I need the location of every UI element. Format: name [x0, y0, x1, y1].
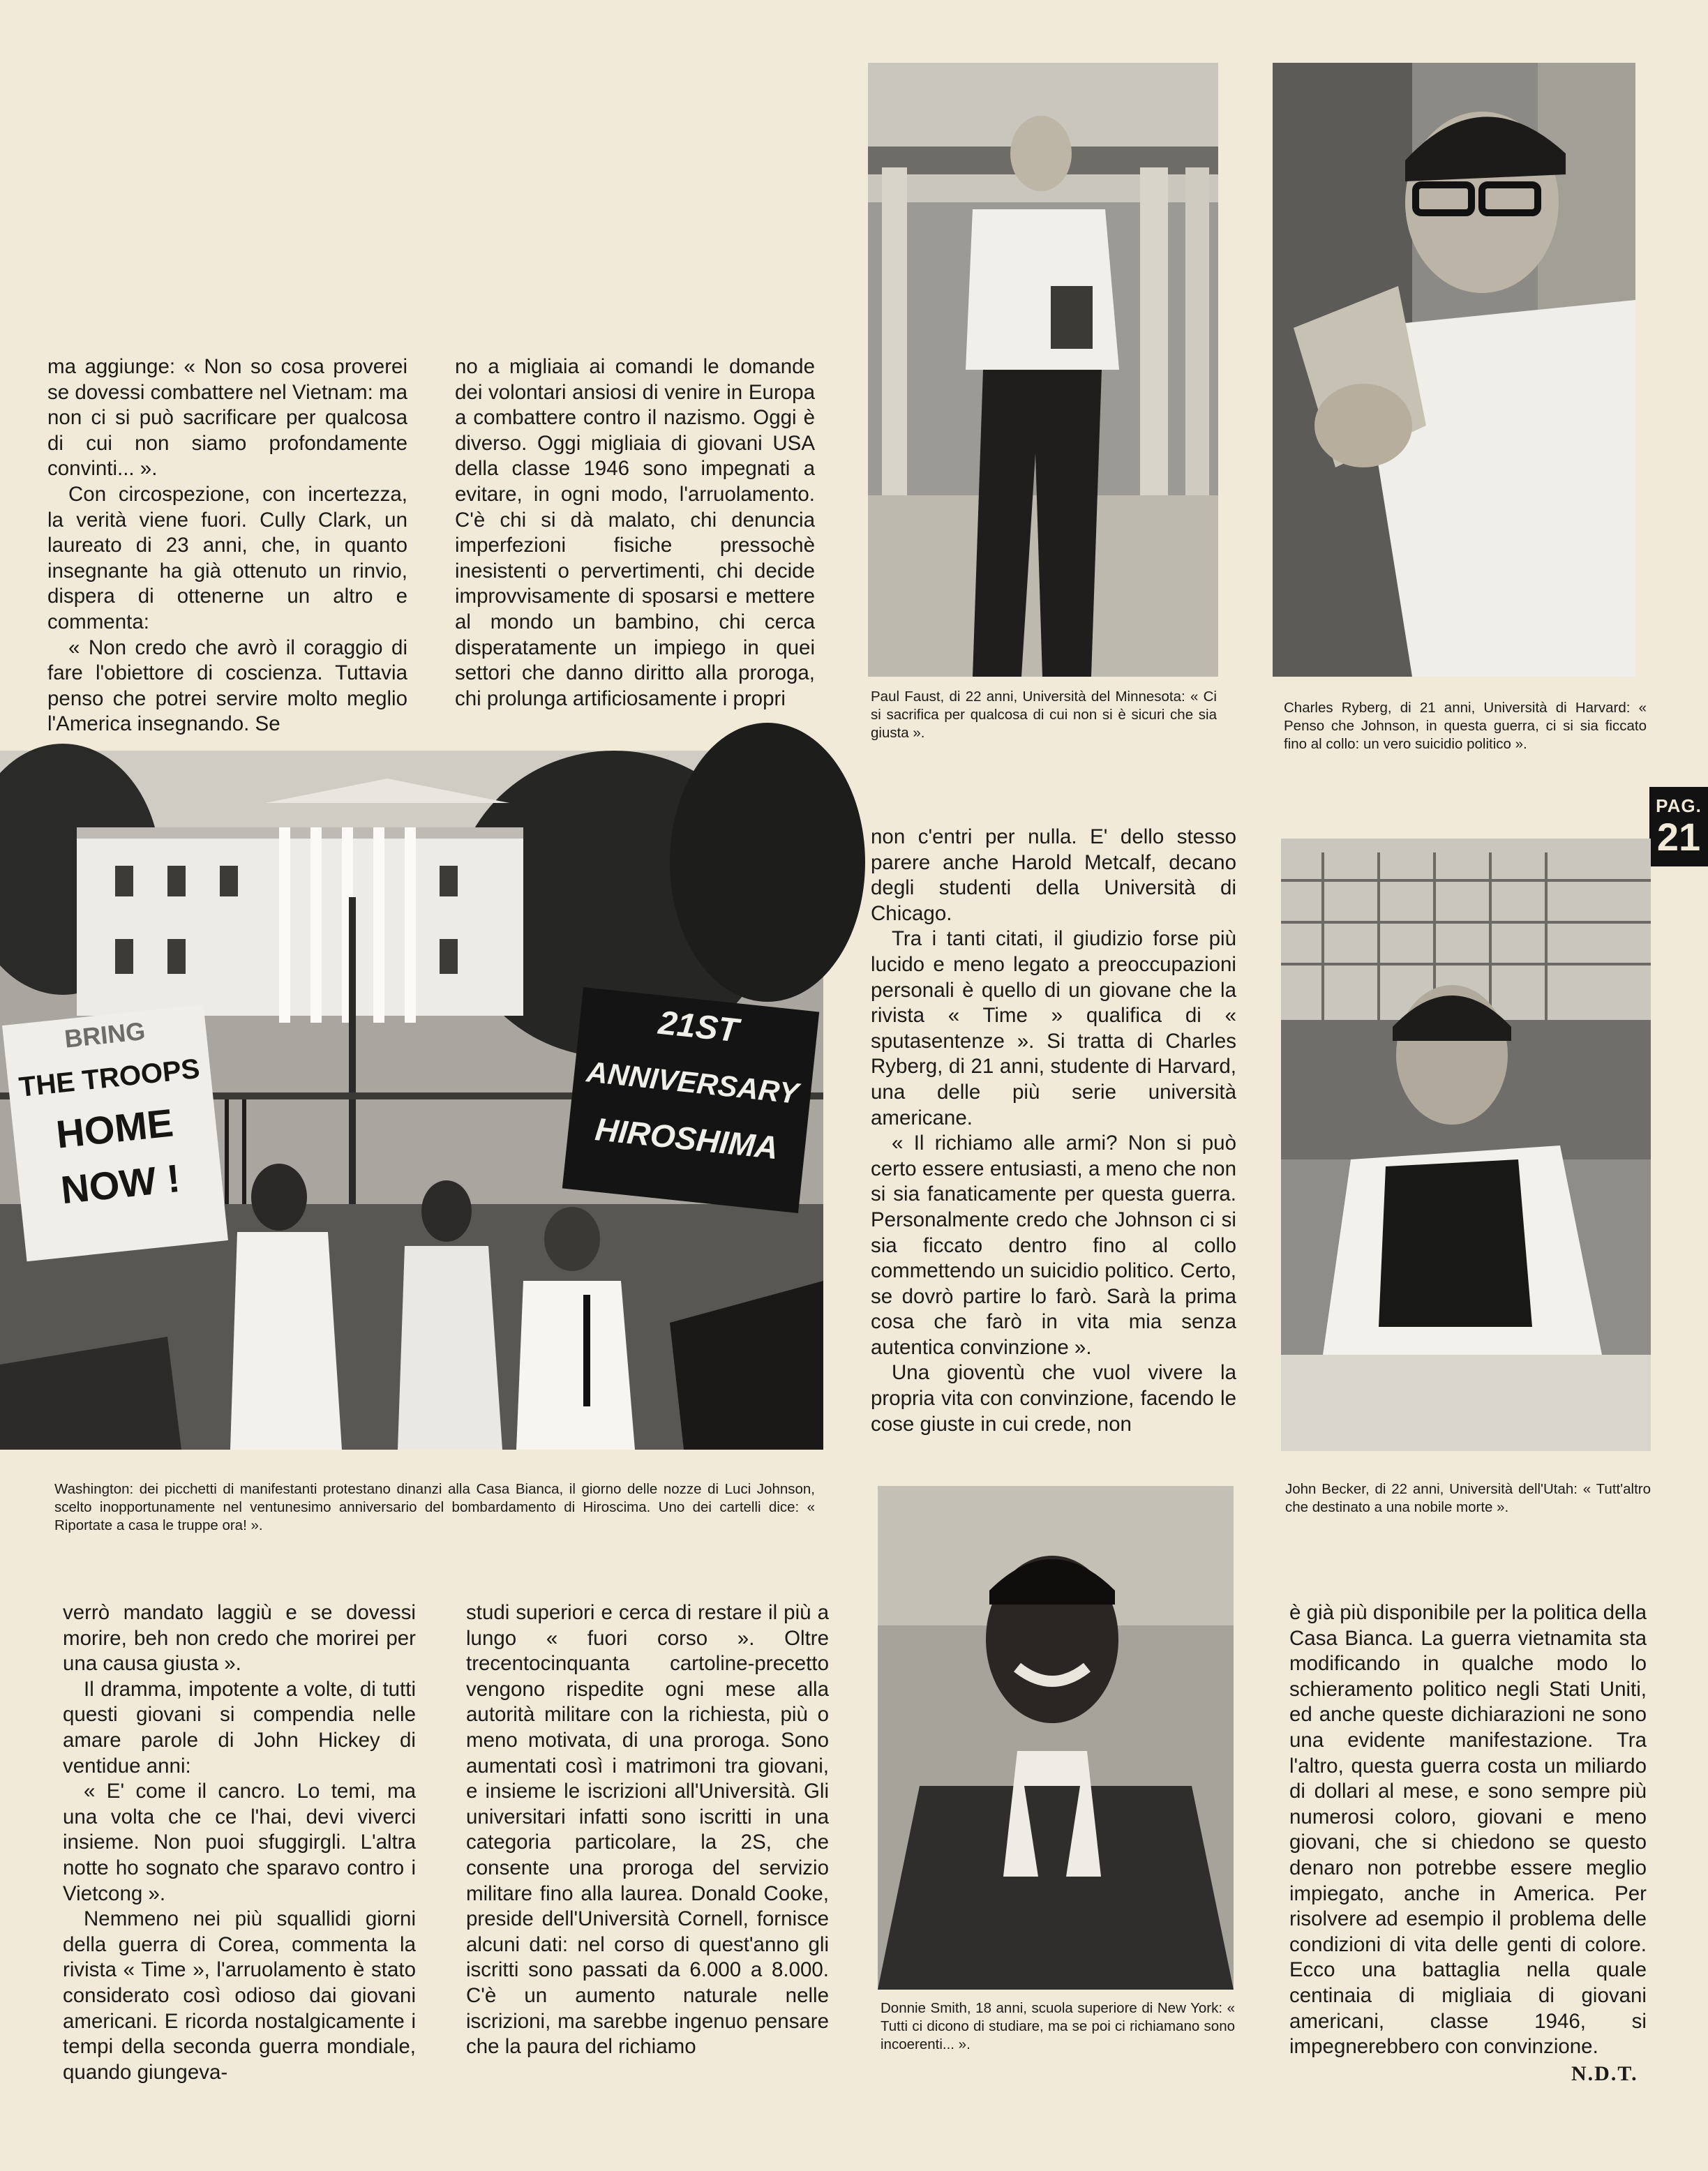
sign-line: THE TROOPS: [17, 1053, 202, 1103]
sign-line: NOW !: [59, 1155, 183, 1212]
paragraph: Nemmeno nei più squallidi giorni della guerra di Corea, commenta la rivista « Time », l'arruolamento è stato considerato così odioso dai giovani americani. E ricorda nostalgicamente i tempi della seconda guerra mondiale, quando giungeva-: [63, 1907, 416, 2084]
caption-charles-ryberg: Charles Ryberg, di 21 anni, Università di Harvard: « Penso che Johnson, in questa guerra, ci si sia ficcato fino al collo: un vero suicidio politico ».: [1284, 700, 1647, 752]
column-1-top: [47, 354, 407, 738]
sign-line: HIROSHIMA: [593, 1111, 780, 1166]
sign-line: HOME: [54, 1100, 176, 1157]
column-2-bottom: [466, 1600, 829, 2061]
caption-washington: Washington: dei picchetti di manifestanti protestano dinanzi alla Casa Bianca, il giorno delle nozze di Luci Johnson, scelto inopportunamente nel ventunesimo anniversario del bombardamento di Hiroscima. Uno dei cartelli dice: « Riportate a casa le truppe ora! ».: [54, 1481, 815, 1533]
paragraph: « E' come il cancro. Lo temi, ma una volta che ce l'hai, devi viverci insieme. Non puoi sfuggirgli. L'altra notte ho sognato che sparavo contro i Vietcong ».: [63, 1780, 416, 1905]
photo-paul-faust: [868, 63, 1218, 677]
page-label: PAG.: [1656, 795, 1702, 816]
column-4-bottom: [1289, 1600, 1647, 2057]
sign-line: 21ST: [657, 1004, 740, 1050]
paragraph: Tra i tanti citati, il giudizio forse più lucido e meno legato a preoccupazioni personali è quello di un giovane che la rivista « Time » qualifica di « sputasentenze ». Si tratta di Charles Ryberg, di 21 anni, studente di Harvard, una delle più serie università americane.: [871, 927, 1236, 1129]
sign-line: ANNIVERSARY: [585, 1055, 800, 1110]
paragraph: Una gioventù che vuol vivere la propria vita con convinzione, facendo le cose giuste in cui crede, non: [871, 1361, 1236, 1436]
protest-sign-left: [2, 1005, 228, 1261]
caption-donnie-smith: Donnie Smith, 18 anni, scuola superiore di New York: « Tutti ci dicono di studiare, ma se poi ci richiamano sono incoerenti... ».: [881, 2000, 1235, 2052]
paragraph: Il dramma, impotente a volte, di tutti questi giovani si compendia nelle amare parole di John Hickey di ventidue anni:: [63, 1677, 416, 1778]
paragraph: è già più disponibile per la politica della Casa Bianca. La guerra vietnamita sta modificando in qualche modo lo schieramento politico negli Stati Uniti, ed anche queste dichiarazioni ne sono una evidente manifestazione. Tra l'altro, questa guerra costa un miliardo di dollari al mese, e sono sempre più numerosi coloro, giovani e meno giovani, che si chiedono se questo denaro non potrebbe essere meglio impiegato, anche in America. Per risolvere ad esempio il problema delle condizioni di vita delle genti di colore. Ecco una battaglia nella quale centinaia di migliaia di giovani americani, classe 1946, si impegnerebbero con convinzione.: [1289, 1601, 1647, 2059]
paragraph: « Il richiamo alle armi? Non si può certo essere entusiasti, a meno che non si sia fanaticamente per questa guerra. Personalmente credo che Johnson ci si sia ficcato dentro fino al collo commettendo un suicidio politico. Certo, se dovrò partire lo farò. Sarà la prima cosa che farò in vita mia senza autentica convinzione ».: [871, 1132, 1236, 1359]
photo-charles-ryberg: [1273, 63, 1635, 677]
column-3-middle: [871, 825, 1236, 1457]
caption-paul-faust: Paul Faust, di 22 anni, Università del Minnesota: « Ci si sacrifica per qualcosa di cui non si è sicuri che sia giusta ».: [871, 689, 1217, 741]
page-number-tab: [1649, 787, 1708, 866]
author-signature: N.D.T.: [1571, 2062, 1638, 2085]
photo-washington-protest: [0, 751, 823, 1450]
column-1-bottom: [63, 1600, 416, 2084]
page-number: 21: [1656, 815, 1701, 859]
sign-line: BRING: [63, 1016, 147, 1053]
paragraph: Con circospezione, con incertezza, la verità viene fuori. Cully Clark, un laureato di 23 anni, che, in quanto insegnante ha già ottenuto un rinvio, dispera di ottenerne un altro e commenta:: [47, 482, 407, 633]
paragraph: non c'entri per nulla. E' dello stesso parere anche Harold Metcalf, decano degli studenti della Università di Chicago.: [871, 825, 1236, 925]
protest-sign-right: [562, 987, 819, 1213]
column-2-top: [455, 354, 815, 738]
paragraph: ma aggiunge: « Non so cosa proverei se dovessi combattere nel Vietnam: ma non ci si può sacrificare per qualcosa di cui non siamo profondamente convinti... ».: [47, 355, 407, 481]
paragraph: no a migliaia ai comandi le domande dei volontari ansiosi di venire in Europa a combattere contro il nazismo. Oggi è diverso. Oggi migliaia di giovani USA della classe 1946 sono impegnati a evitare, in ogni modo, l'arruolamento. C'è chi si dà malato, chi denuncia imperfezioni fisiche pressochè inesistenti o pervertimenti, chi decide improvvisamente di sposarsi e mettere al mondo un bambino, chi cerca disperatamente un impiego in quei settori che danno diritto alla proroga, chi prolunga artificiosamente i propri: [455, 355, 815, 710]
caption-john-becker: John Becker, di 22 anni, Università dell'Utah: « Tutt'altro che destinato a una nobile morte ».: [1285, 1481, 1651, 1515]
photo-donnie-smith: [878, 1486, 1234, 1990]
paragraph: verrò mandato laggiù e se dovessi morire, beh non credo che morirei per una causa giusta ».: [63, 1601, 416, 1676]
photo-john-becker: [1281, 839, 1651, 1451]
paragraph: studi superiori e cerca di restare il più a lungo « fuori corso ». Oltre trecentocinquanta cartoline-precetto vengono rispedite ogni mese alla autorità militare con la richiesta, più o meno motivata, di una proroga. Sono aumentati così i matrimoni tra giovani, e insieme le iscrizioni all'Università. Gli universitari infatti sono iscritti in una categoria particolare, la 2S, che consente una proroga del servizio militare fino alla laurea. Donald Cooke, preside dell'Università Cornell, fornisce alcuni dati: nel corso di quest'anno gli iscritti sono passati da 6.000 a 8.000. C'è un aumento naturale nelle iscrizioni, ma sarebbe ingenuo pensare che la paura del richiamo: [466, 1601, 829, 2059]
paragraph: « Non credo che avrò il coraggio di fare l'obiettore di coscienza. Tuttavia penso che potrei servire molto meglio l'America insegnando. Se: [47, 636, 407, 736]
